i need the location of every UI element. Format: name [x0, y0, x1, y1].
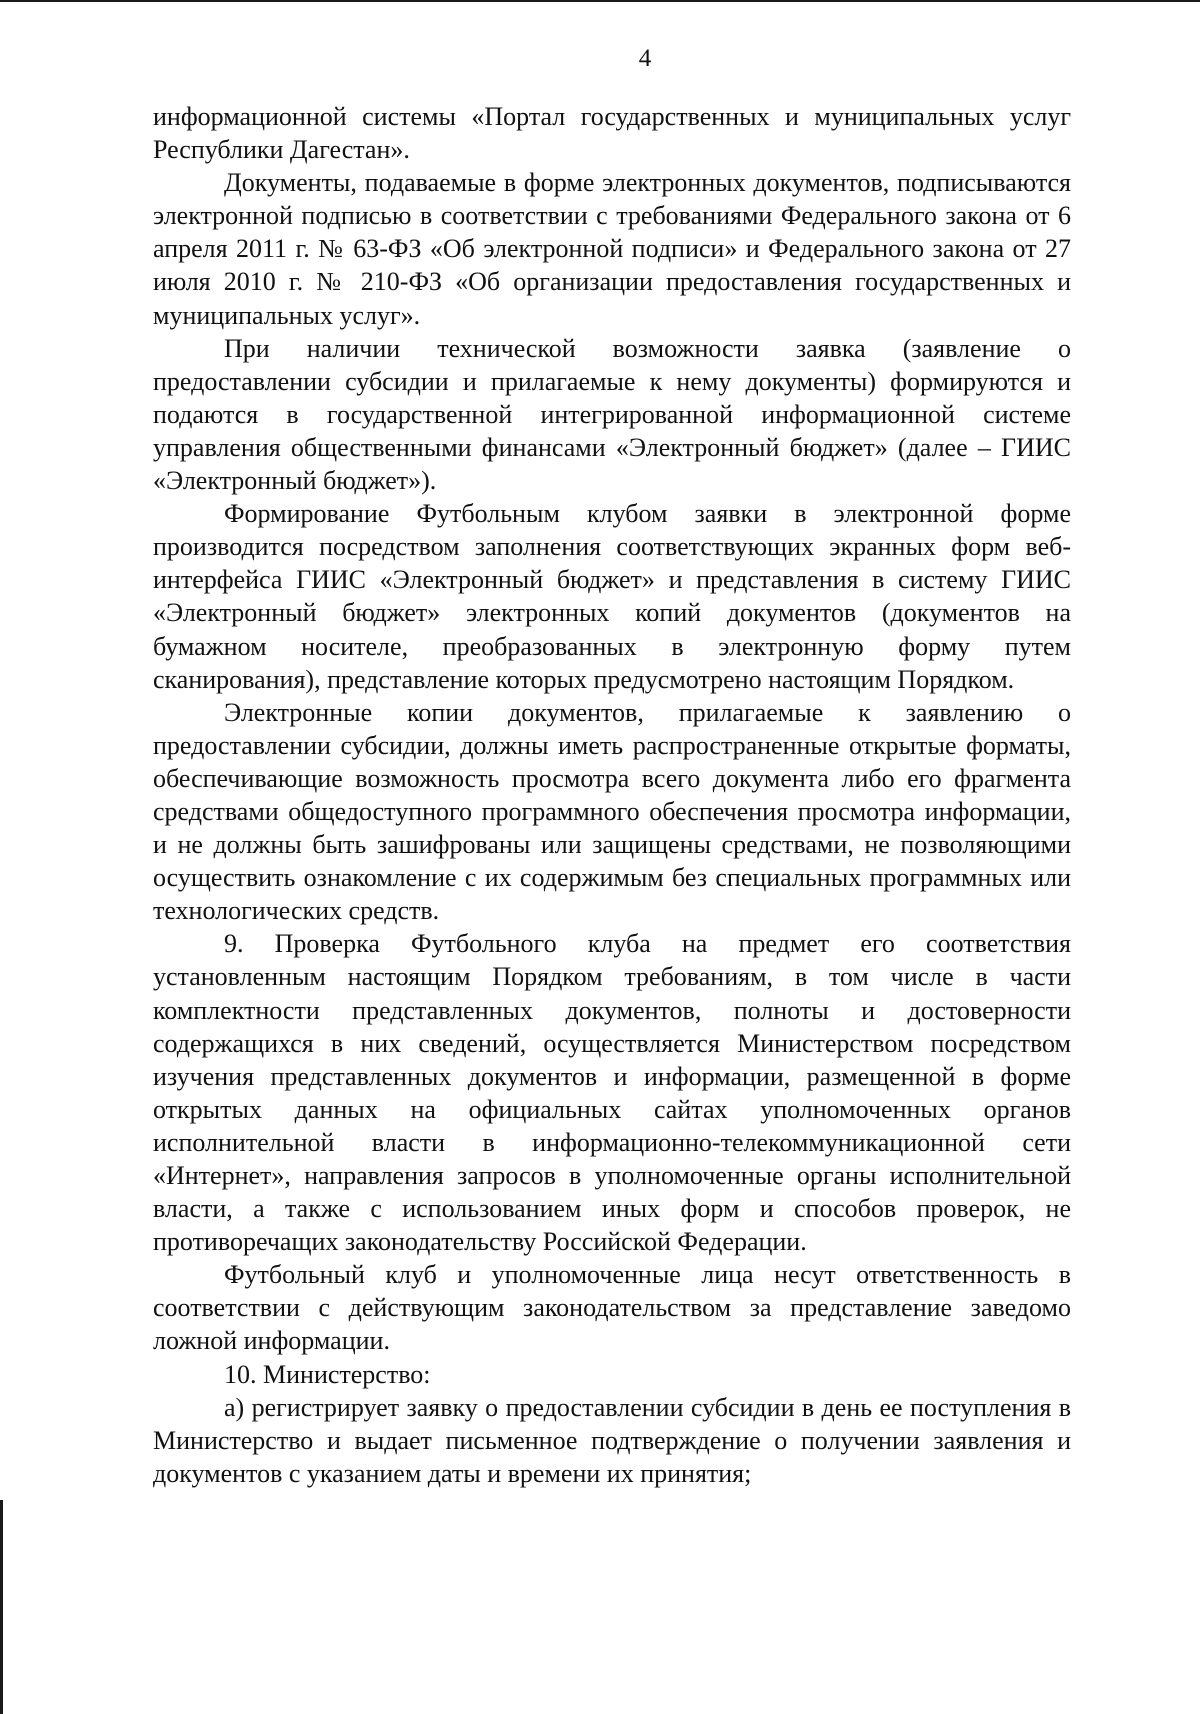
- page-number: 4: [638, 45, 652, 72]
- paragraph-application-forming: Формирование Футбольным клубом заявки в электронной форме производится посредством заполнения соответствующих экранных форм веб-интерфейса ГИИС «Электронный бюджет» и представления в систему ГИИС «Электронный бюджет» электронных копий документов (документов на бумажном носителе, преобразованных в электронную форму путем сканирования), представление которых предусмотрено настоящим Порядком.: [153, 499, 1071, 694]
- paragraph-item-10-ministry: 10. Министерство:: [224, 1359, 431, 1389]
- paragraph-electronic-copies: Электронные копии документов, прилагаемые к заявлению о предоставлении субсидии, должны иметь распространенные открытые форматы, обеспечивающие возможность просмотра всего документа либо его фрагмента средствами общедоступного программного обеспечения просмотра информации, и не должны быть зашифрованы или защищены средствами, не позволяющими осуществить ознакомление с их содержимым без специальных программных или технологических средств.: [153, 697, 1071, 926]
- paragraph-electronic-signature: Документы, подаваемые в форме электронных документов, подписываются электронной подписью в соответствии с требованиями Федерального закона от 6 апреля 2011 г. № 63-ФЗ «Об электронной подписи» и Федерального закона от 27 июля 2010 г. № 210-ФЗ «Об организации предоставления государственных и муниципальных услуг».: [153, 168, 1071, 330]
- paragraph-technical-possibility: При наличии технической возможности заявка (заявление о предоставлении субсидии и прилагаемые к нему документы) формируются и подаются в государственной интегрированной информационной системе управления общественными финансами «Электронный бюджет» (далее – ГИИС «Электронный бюджет»).: [153, 333, 1071, 496]
- paragraph-item-10a-registration: а) регистрирует заявку о предоставлении субсидии в день ее поступления в Министерство и выдает письменное подтверждение о получении заявления и документов с указанием даты и времени их принятия;: [153, 1392, 1071, 1488]
- scan-top-edge: [0, 0, 1200, 2]
- document-body: [153, 100, 1071, 1490]
- paragraph-continuation: информационной системы «Портал государственных и муниципальных услуг Республики Дагестан».: [153, 102, 1071, 165]
- paragraph-item-9-verification: 9. Проверка Футбольного клуба на предмет его соответствия установленным настоящим Порядком требованиям, в том числе в части комплектности представленных документов, полноты и достоверности содержащихся в них сведений, осуществляется Министерством посредством изучения представленных документов и информации, размещенной в форме открытых данных на официальных сайтах уполномоченных органов исполнительной власти в информационно-телекоммуникационной сети «Интернет», направления запросов в уполномоченные органы исполнительной власти, а также с использованием иных форм и способов проверок, не противоречащих законодательству Российской Федерации.: [153, 929, 1071, 1257]
- paragraph-responsibility: Футбольный клуб и уполномоченные лица несут ответственность в соответствии с действующим законодательством за представление заведомо ложной информации.: [153, 1260, 1071, 1356]
- scan-left-edge: [0, 1500, 3, 1714]
